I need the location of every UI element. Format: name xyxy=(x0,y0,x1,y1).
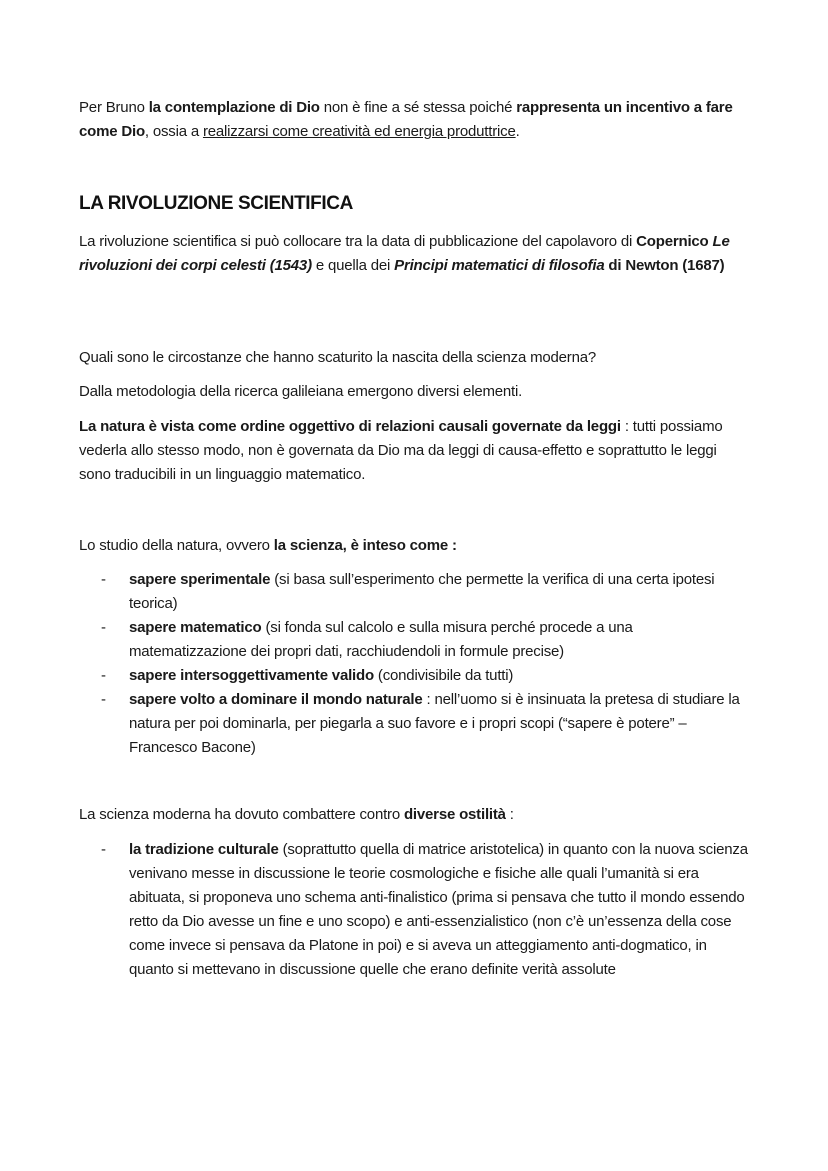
list-item xyxy=(79,664,749,688)
text-segment: (condivisibile da tutti) xyxy=(373,667,514,684)
bold-text: sapere sperimentale xyxy=(129,571,271,588)
bullet-dash: - xyxy=(101,691,106,708)
p-ostilita xyxy=(79,803,749,827)
text-segment: La scienza moderna ha dovuto combattere contro xyxy=(79,806,404,823)
text-segment: (si fonda sul calcolo e sulla misura perché procede a una matematizzazione dei propri dati, racchiudendoli in formule precise) xyxy=(129,619,633,660)
text-segment: , ossia a xyxy=(144,123,203,140)
bold-text: Principi matematici di filosofia xyxy=(394,257,605,274)
text-segment: : tutti possiamo vederla allo stesso modo, non è governata da Dio ma da leggi di causa-effetto e soprattutto le leggi sono traducibili in un linguaggio matematico. xyxy=(79,418,723,483)
text-segment: Per Bruno xyxy=(79,99,149,116)
list-ostilita xyxy=(79,838,749,982)
underlined-text: realizzarsi come creatività ed energia produttrice xyxy=(202,123,516,140)
bold-text: la tradizione culturale xyxy=(129,841,279,858)
p-natura xyxy=(79,415,749,487)
p-question xyxy=(79,346,749,370)
bullet-list xyxy=(79,568,749,760)
text-segment: Dalla metodologia della ricerca galileiana emergono diversi elementi. xyxy=(79,383,523,400)
bold-text: la scienza, è inteso come : xyxy=(273,537,457,554)
bullet-dash: - xyxy=(101,619,106,636)
bullet-list xyxy=(79,838,749,982)
text-segment: La rivoluzione scientifica si può collocare tra la data di pubblicazione del capolavoro di xyxy=(79,233,637,250)
text-segment: Quali sono le circostanze che hanno scaturito la nascita della scienza moderna? xyxy=(79,349,597,366)
bold-text: sapere matematico xyxy=(129,619,262,636)
list-saperi xyxy=(79,568,749,760)
bold-text: La natura è vista come ordine oggettivo di relazioni causali governate da leggi xyxy=(79,418,621,435)
bold-text: sapere intersoggettivamente valido xyxy=(129,667,374,684)
bullet-dash: - xyxy=(101,841,106,858)
p-studio xyxy=(79,534,749,558)
list-item xyxy=(79,568,749,616)
text-segment: (si basa sull’esperimento che permette la verifica di una certa ipotesi teorica) xyxy=(129,571,715,612)
list-item xyxy=(79,688,749,760)
list-item xyxy=(79,616,749,664)
text-segment: . xyxy=(515,123,520,140)
bold-text: sapere volto a dominare il mondo naturale xyxy=(129,691,423,708)
text-segment: : nell’uomo si è insinuata la pretesa di studiare la natura per poi dominarla, per piegarla a suo favore e i propri scopi (“sapere è potere” – Francesco Bacone) xyxy=(129,691,740,756)
p-intro xyxy=(79,230,749,278)
bold-text: di Newton (1687) xyxy=(604,257,725,274)
list-item xyxy=(79,838,749,982)
p-bruno xyxy=(79,96,749,144)
text-segment: : xyxy=(505,806,514,823)
bold-text: Copernico xyxy=(636,233,713,250)
bullet-dash: - xyxy=(101,667,106,684)
bullet-dash: - xyxy=(101,571,106,588)
p-metodologia xyxy=(79,380,749,404)
text-segment: Lo studio della natura, ovvero xyxy=(79,537,274,554)
text-segment: e quella dei xyxy=(311,257,395,274)
heading-rivoluzione xyxy=(79,192,749,216)
text-segment: (soprattutto quella di matrice aristotelica) in quanto con la nuova scienza venivano messe in discussione le teorie cosmologiche e fisiche alle quali l’umanità si era abituata, si proponeva uno schema anti-finalistico (prima si pensava che tutto il mondo essendo retto da Dio avesse un fine e uno scopo) e anti-essenzialistico (non c’è un’essenza della cose come invece si pensava da Platone in poi) e si aveva un atteggiamento anti-dogmatico, in quanto si mettevano in discussione quelle che erano definite verità assolute xyxy=(129,841,748,978)
text-segment: non è fine a sé stessa poiché xyxy=(319,99,517,116)
bold-text: la contemplazione di Dio xyxy=(148,99,320,116)
bold-text: Le rivoluzioni dei corpi celesti (1543) xyxy=(79,233,730,274)
bold-text: rappresenta un incentivo a fare come Dio xyxy=(79,99,733,140)
bold-text: diverse ostilità xyxy=(403,806,506,823)
text-segment: LA RIVOLUZIONE SCIENTIFICA xyxy=(79,193,353,214)
